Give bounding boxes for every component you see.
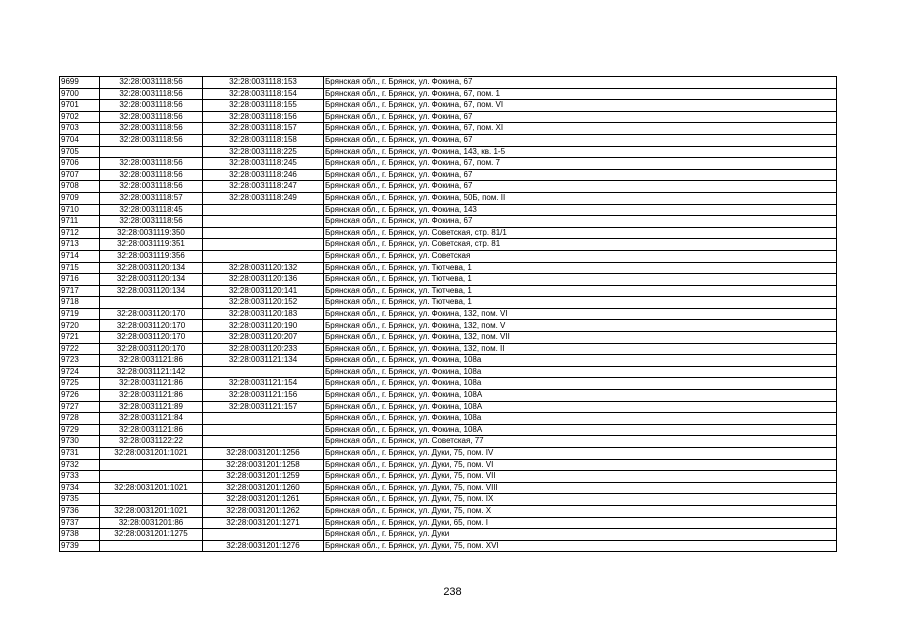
object-cadastral-number-cell: 32:28:0031118:158 xyxy=(203,134,324,146)
row-number-cell: 9709 xyxy=(60,192,100,204)
object-cadastral-number-cell: 32:28:0031118:249 xyxy=(203,192,324,204)
address-cell: Брянская обл., г. Брянск, ул. Фокина, 132, пом. II xyxy=(324,343,837,355)
object-cadastral-number-cell: 32:28:0031201:1261 xyxy=(203,494,324,506)
object-cadastral-number-cell: 32:28:0031120:183 xyxy=(203,308,324,320)
land-cadastral-number-cell: 32:28:0031121:84 xyxy=(100,413,203,425)
table-row xyxy=(60,181,837,193)
table-row xyxy=(60,366,837,378)
table-row xyxy=(60,459,837,471)
object-cadastral-number-cell: 32:28:0031121:156 xyxy=(203,390,324,402)
object-cadastral-number-cell: 32:28:0031118:157 xyxy=(203,123,324,135)
land-cadastral-number-cell: 32:28:0031201:86 xyxy=(100,517,203,529)
land-cadastral-number-cell: 32:28:0031120:170 xyxy=(100,343,203,355)
address-cell: Брянская обл., г. Брянск, ул. Тютчева, 1 xyxy=(324,274,837,286)
table-row xyxy=(60,540,837,552)
row-number-cell: 9722 xyxy=(60,343,100,355)
object-cadastral-number-cell: 32:28:0031118:225 xyxy=(203,146,324,158)
address-cell: Брянская обл., г. Брянск, ул. Советская, 77 xyxy=(324,436,837,448)
row-number-cell: 9733 xyxy=(60,471,100,483)
table-row xyxy=(60,134,837,146)
table-row xyxy=(60,216,837,228)
object-cadastral-number-cell: 32:28:0031201:1258 xyxy=(203,459,324,471)
object-cadastral-number-cell: 32:28:0031120:190 xyxy=(203,320,324,332)
row-number-cell: 9718 xyxy=(60,297,100,309)
address-cell: Брянская обл., г. Брянск, ул. Советская, стр. 81/1 xyxy=(324,227,837,239)
land-cadastral-number-cell: 32:28:0031118:56 xyxy=(100,100,203,112)
row-number-cell: 9701 xyxy=(60,100,100,112)
row-number-cell: 9735 xyxy=(60,494,100,506)
land-cadastral-number-cell: 32:28:0031118:56 xyxy=(100,169,203,181)
row-number-cell: 9713 xyxy=(60,239,100,251)
land-cadastral-number-cell: 32:28:0031120:134 xyxy=(100,285,203,297)
address-cell: Брянская обл., г. Брянск, ул. Фокина, 50Б, пом. II xyxy=(324,192,837,204)
row-number-cell: 9736 xyxy=(60,505,100,517)
table-row xyxy=(60,355,837,367)
table-row xyxy=(60,239,837,251)
object-cadastral-number-cell: 32:28:0031201:1256 xyxy=(203,448,324,460)
land-cadastral-number-cell: 32:28:0031121:86 xyxy=(100,390,203,402)
table-row xyxy=(60,123,837,135)
table-row xyxy=(60,448,837,460)
table-row xyxy=(60,320,837,332)
table-row xyxy=(60,494,837,506)
land-cadastral-number-cell: 32:28:0031119:351 xyxy=(100,239,203,251)
table-row xyxy=(60,111,837,123)
row-number-cell: 9734 xyxy=(60,482,100,494)
land-cadastral-number-cell: 32:28:0031118:56 xyxy=(100,88,203,100)
address-cell: Брянская обл., г. Брянск, ул. Фокина, 143, кв. 1-5 xyxy=(324,146,837,158)
row-number-cell: 9728 xyxy=(60,413,100,425)
address-cell: Брянская обл., г. Брянск, ул. Фокина, 132, пом. V xyxy=(324,320,837,332)
land-cadastral-number-cell: 32:28:0031121:89 xyxy=(100,401,203,413)
land-cadastral-number-cell xyxy=(100,146,203,158)
row-number-cell: 9725 xyxy=(60,378,100,390)
address-cell: Брянская обл., г. Брянск, ул. Дуки, 75, пом. X xyxy=(324,505,837,517)
address-cell: Брянская обл., г. Брянск, ул. Дуки, 75, пом. VIII xyxy=(324,482,837,494)
row-number-cell: 9739 xyxy=(60,540,100,552)
address-cell: Брянская обл., г. Брянск, ул. Фокина, 132, пом. VI xyxy=(324,308,837,320)
object-cadastral-number-cell: 32:28:0031201:1259 xyxy=(203,471,324,483)
address-cell: Брянская обл., г. Брянск, ул. Фокина, 67 xyxy=(324,169,837,181)
row-number-cell: 9727 xyxy=(60,401,100,413)
object-cadastral-number-cell xyxy=(203,204,324,216)
row-number-cell: 9699 xyxy=(60,77,100,89)
address-cell: Брянская обл., г. Брянск, ул. Дуки, 75, пом. VII xyxy=(324,471,837,483)
land-cadastral-number-cell: 32:28:0031119:356 xyxy=(100,250,203,262)
object-cadastral-number-cell: 32:28:0031118:247 xyxy=(203,181,324,193)
address-cell: Брянская обл., г. Брянск, ул. Фокина, 108а xyxy=(324,378,837,390)
address-cell: Брянская обл., г. Брянск, ул. Фокина, 67, пом. 7 xyxy=(324,158,837,170)
table-row xyxy=(60,158,837,170)
row-number-cell: 9705 xyxy=(60,146,100,158)
object-cadastral-number-cell xyxy=(203,227,324,239)
object-cadastral-number-cell: 32:28:0031120:141 xyxy=(203,285,324,297)
address-cell: Брянская обл., г. Брянск, ул. Дуки, 65, пом. I xyxy=(324,517,837,529)
row-number-cell: 9724 xyxy=(60,366,100,378)
table-row xyxy=(60,505,837,517)
land-cadastral-number-cell: 32:28:0031118:57 xyxy=(100,192,203,204)
row-number-cell: 9711 xyxy=(60,216,100,228)
table-row xyxy=(60,227,837,239)
row-number-cell: 9726 xyxy=(60,390,100,402)
table-row xyxy=(60,390,837,402)
table-row xyxy=(60,378,837,390)
land-cadastral-number-cell: 32:28:0031118:56 xyxy=(100,216,203,228)
row-number-cell: 9703 xyxy=(60,123,100,135)
object-cadastral-number-cell xyxy=(203,436,324,448)
row-number-cell: 9720 xyxy=(60,320,100,332)
land-cadastral-number-cell: 32:28:0031118:56 xyxy=(100,111,203,123)
table-row xyxy=(60,413,837,425)
object-cadastral-number-cell xyxy=(203,529,324,541)
land-cadastral-number-cell: 32:28:0031120:170 xyxy=(100,308,203,320)
object-cadastral-number-cell: 32:28:0031120:233 xyxy=(203,343,324,355)
address-cell: Брянская обл., г. Брянск, ул. Фокина, 67 xyxy=(324,111,837,123)
land-cadastral-number-cell: 32:28:0031121:86 xyxy=(100,424,203,436)
address-cell: Брянская обл., г. Брянск, ул. Фокина, 67 xyxy=(324,77,837,89)
registry-table xyxy=(59,76,837,552)
object-cadastral-number-cell xyxy=(203,239,324,251)
object-cadastral-number-cell: 32:28:0031118:154 xyxy=(203,88,324,100)
object-cadastral-number-cell xyxy=(203,250,324,262)
object-cadastral-number-cell xyxy=(203,413,324,425)
table-row xyxy=(60,250,837,262)
object-cadastral-number-cell: 32:28:0031121:134 xyxy=(203,355,324,367)
object-cadastral-number-cell: 32:28:0031120:207 xyxy=(203,332,324,344)
table-row xyxy=(60,332,837,344)
address-cell: Брянская обл., г. Брянск, ул. Фокина, 108а xyxy=(324,366,837,378)
object-cadastral-number-cell: 32:28:0031118:155 xyxy=(203,100,324,112)
address-cell: Брянская обл., г. Брянск, ул. Фокина, 108а xyxy=(324,413,837,425)
object-cadastral-number-cell: 32:28:0031118:246 xyxy=(203,169,324,181)
object-cadastral-number-cell: 32:28:0031120:132 xyxy=(203,262,324,274)
object-cadastral-number-cell: 32:28:0031201:1262 xyxy=(203,505,324,517)
address-cell: Брянская обл., г. Брянск, ул. Дуки, 75, пом. IV xyxy=(324,448,837,460)
row-number-cell: 9717 xyxy=(60,285,100,297)
address-cell: Брянская обл., г. Брянск, ул. Фокина, 67 xyxy=(324,134,837,146)
land-cadastral-number-cell: 32:28:0031119:350 xyxy=(100,227,203,239)
land-cadastral-number-cell xyxy=(100,459,203,471)
row-number-cell: 9706 xyxy=(60,158,100,170)
land-cadastral-number-cell: 32:28:0031121:142 xyxy=(100,366,203,378)
land-cadastral-number-cell: 32:28:0031120:134 xyxy=(100,262,203,274)
land-cadastral-number-cell: 32:28:0031118:56 xyxy=(100,123,203,135)
address-cell: Брянская обл., г. Брянск, ул. Фокина, 67 xyxy=(324,216,837,228)
row-number-cell: 9731 xyxy=(60,448,100,460)
address-cell: Брянская обл., г. Брянск, ул. Фокина, 67, пом. XI xyxy=(324,123,837,135)
row-number-cell: 9708 xyxy=(60,181,100,193)
land-cadastral-number-cell xyxy=(100,471,203,483)
object-cadastral-number-cell: 32:28:0031120:136 xyxy=(203,274,324,286)
land-cadastral-number-cell: 32:28:0031121:86 xyxy=(100,378,203,390)
address-cell: Брянская обл., г. Брянск, ул. Советская, стр. 81 xyxy=(324,239,837,251)
address-cell: Брянская обл., г. Брянск, ул. Тютчева, 1 xyxy=(324,262,837,274)
land-cadastral-number-cell: 32:28:0031118:56 xyxy=(100,158,203,170)
row-number-cell: 9738 xyxy=(60,529,100,541)
table-row xyxy=(60,343,837,355)
object-cadastral-number-cell: 32:28:0031118:245 xyxy=(203,158,324,170)
row-number-cell: 9730 xyxy=(60,436,100,448)
address-cell: Брянская обл., г. Брянск, ул. Фокина, 67, пом. VI xyxy=(324,100,837,112)
row-number-cell: 9729 xyxy=(60,424,100,436)
row-number-cell: 9723 xyxy=(60,355,100,367)
table-row xyxy=(60,192,837,204)
address-cell: Брянская обл., г. Брянск, ул. Дуки xyxy=(324,529,837,541)
land-cadastral-number-cell: 32:28:0031120:170 xyxy=(100,332,203,344)
land-cadastral-number-cell xyxy=(100,540,203,552)
table-row xyxy=(60,529,837,541)
address-cell: Брянская обл., г. Брянск, ул. Фокина, 108А xyxy=(324,401,837,413)
object-cadastral-number-cell: 32:28:0031118:156 xyxy=(203,111,324,123)
address-cell: Брянская обл., г. Брянск, ул. Фокина, 132, пом. VII xyxy=(324,332,837,344)
table-row xyxy=(60,77,837,89)
table-row xyxy=(60,308,837,320)
row-number-cell: 9712 xyxy=(60,227,100,239)
address-cell: Брянская обл., г. Брянск, ул. Фокина, 67, пом. 1 xyxy=(324,88,837,100)
row-number-cell: 9732 xyxy=(60,459,100,471)
address-cell: Брянская обл., г. Брянск, ул. Фокина, 108а xyxy=(324,355,837,367)
table-row xyxy=(60,401,837,413)
land-cadastral-number-cell: 32:28:0031118:56 xyxy=(100,77,203,89)
land-cadastral-number-cell: 32:28:0031201:1275 xyxy=(100,529,203,541)
object-cadastral-number-cell xyxy=(203,424,324,436)
table-row xyxy=(60,262,837,274)
table-row xyxy=(60,482,837,494)
table-row xyxy=(60,146,837,158)
address-cell: Брянская обл., г. Брянск, ул. Фокина, 67 xyxy=(324,181,837,193)
object-cadastral-number-cell: 32:28:0031118:153 xyxy=(203,77,324,89)
land-cadastral-number-cell: 32:28:0031201:1021 xyxy=(100,448,203,460)
row-number-cell: 9700 xyxy=(60,88,100,100)
address-cell: Брянская обл., г. Брянск, ул. Фокина, 108А xyxy=(324,424,837,436)
table-row xyxy=(60,436,837,448)
row-number-cell: 9719 xyxy=(60,308,100,320)
address-cell: Брянская обл., г. Брянск, ул. Тютчева, 1 xyxy=(324,297,837,309)
table-row xyxy=(60,297,837,309)
table-row xyxy=(60,100,837,112)
page-number: 238 xyxy=(443,586,462,598)
table-row xyxy=(60,424,837,436)
row-number-cell: 9737 xyxy=(60,517,100,529)
row-number-cell: 9710 xyxy=(60,204,100,216)
land-cadastral-number-cell xyxy=(100,297,203,309)
land-cadastral-number-cell: 32:28:0031118:56 xyxy=(100,134,203,146)
address-cell: Брянская обл., г. Брянск, ул. Дуки, 75, пом. IX xyxy=(324,494,837,506)
object-cadastral-number-cell: 32:28:0031121:157 xyxy=(203,401,324,413)
address-cell: Брянская обл., г. Брянск, ул. Фокина, 108А xyxy=(324,390,837,402)
address-cell: Брянская обл., г. Брянск, ул. Фокина, 143 xyxy=(324,204,837,216)
address-cell: Брянская обл., г. Брянск, ул. Дуки, 75, пом. XVI xyxy=(324,540,837,552)
land-cadastral-number-cell: 32:28:0031118:56 xyxy=(100,181,203,193)
table-row xyxy=(60,88,837,100)
land-cadastral-number-cell: 32:28:0031122:22 xyxy=(100,436,203,448)
table-row xyxy=(60,471,837,483)
object-cadastral-number-cell: 32:28:0031201:1276 xyxy=(203,540,324,552)
table-row xyxy=(60,285,837,297)
land-cadastral-number-cell: 32:28:0031201:1021 xyxy=(100,482,203,494)
row-number-cell: 9716 xyxy=(60,274,100,286)
table-row xyxy=(60,204,837,216)
object-cadastral-number-cell: 32:28:0031120:152 xyxy=(203,297,324,309)
object-cadastral-number-cell: 32:28:0031201:1271 xyxy=(203,517,324,529)
registry-table-body xyxy=(60,77,837,552)
object-cadastral-number-cell: 32:28:0031201:1260 xyxy=(203,482,324,494)
land-cadastral-number-cell xyxy=(100,494,203,506)
row-number-cell: 9704 xyxy=(60,134,100,146)
address-cell: Брянская обл., г. Брянск, ул. Тютчева, 1 xyxy=(324,285,837,297)
table-row xyxy=(60,274,837,286)
row-number-cell: 9702 xyxy=(60,111,100,123)
land-cadastral-number-cell: 32:28:0031121:86 xyxy=(100,355,203,367)
land-cadastral-number-cell: 32:28:0031120:170 xyxy=(100,320,203,332)
row-number-cell: 9715 xyxy=(60,262,100,274)
row-number-cell: 9721 xyxy=(60,332,100,344)
address-cell: Брянская обл., г. Брянск, ул. Советская xyxy=(324,250,837,262)
land-cadastral-number-cell: 32:28:0031201:1021 xyxy=(100,505,203,517)
table-row xyxy=(60,169,837,181)
object-cadastral-number-cell xyxy=(203,216,324,228)
row-number-cell: 9707 xyxy=(60,169,100,181)
address-cell: Брянская обл., г. Брянск, ул. Дуки, 75, пом. VI xyxy=(324,459,837,471)
land-cadastral-number-cell: 32:28:0031118:45 xyxy=(100,204,203,216)
land-cadastral-number-cell: 32:28:0031120:134 xyxy=(100,274,203,286)
object-cadastral-number-cell: 32:28:0031121:154 xyxy=(203,378,324,390)
table-row xyxy=(60,517,837,529)
object-cadastral-number-cell xyxy=(203,366,324,378)
row-number-cell: 9714 xyxy=(60,250,100,262)
